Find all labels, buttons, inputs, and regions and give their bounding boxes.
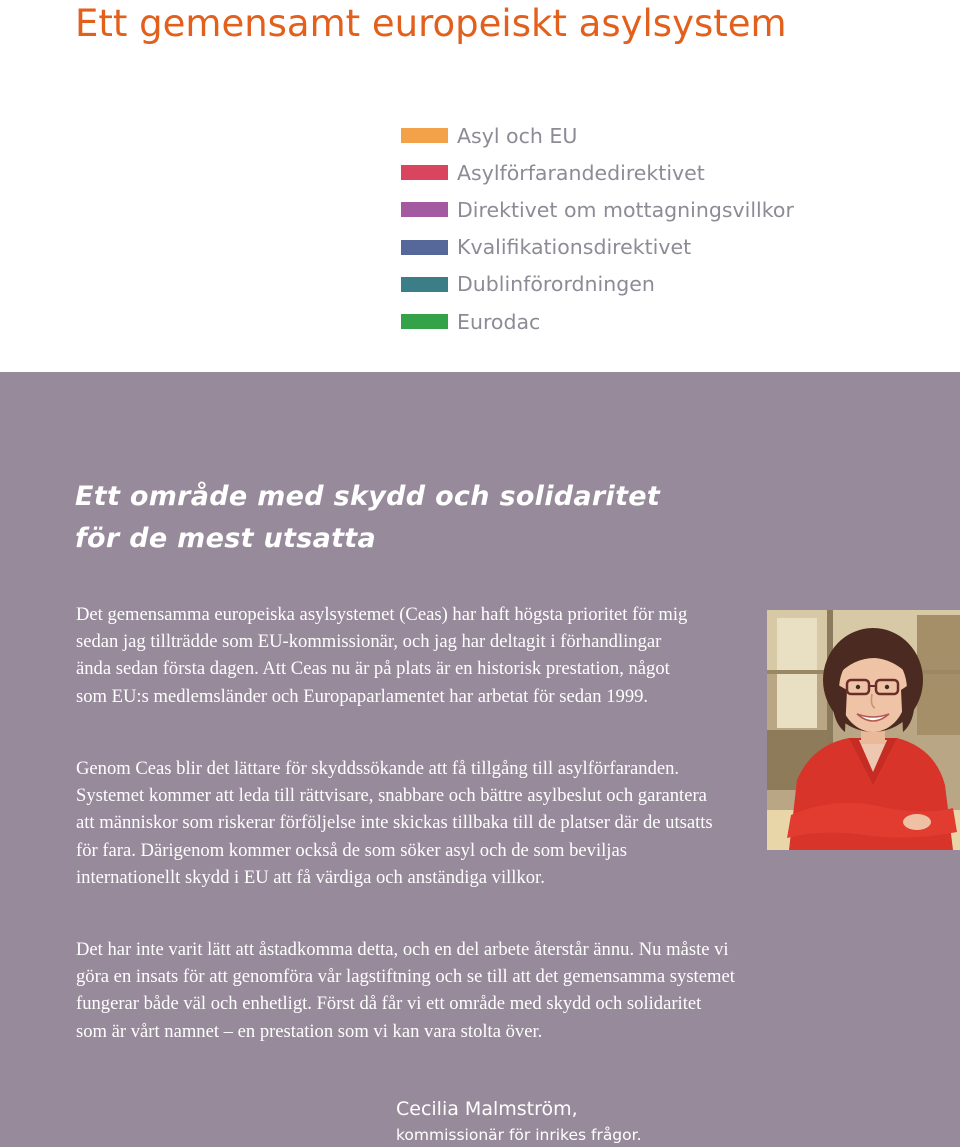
legend-label: Direktivet om mottagningsvillkor (457, 197, 794, 222)
portrait-photo (767, 610, 960, 850)
legend-label: Kvalifikationsdirektivet (457, 235, 692, 260)
legend-item-dublinforordningen (401, 266, 794, 303)
body-paragraph-1: Det gemensamma europeiska asylsystemet (Ceas) har haft högsta prioritet för mig sedan jag tillträdde som EU-kommissionär, och jag har deltagit i förhandlingar ända sedan första dagen. Att Ceas nu är på plats är en historisk prestation, något som EU:s medlemsländer och Europaparlamentet har arbetat för sedan 1999. (76, 604, 688, 707)
legend-swatch (401, 128, 448, 143)
legend-swatch (401, 240, 448, 255)
body-paragraph-3: Det har inte varit lätt att åstadkomma detta, och en del arbete återstår ännu. Nu måste vi göra en insats för att genomföra vår lagstiftning och se till att det gemensamma systemet fungerar både väl och enhetligt. Först då får vi ett område med skydd och solidaritet som är vårt namnet – en prestation som vi kan vara stolta över. (76, 939, 735, 1042)
legend-swatch (401, 165, 448, 180)
legend-item-asylforfarandedirektivet (401, 154, 794, 191)
legend-item-kvalifikationsdirektivet (401, 229, 794, 266)
legend-item-eurodac (401, 303, 794, 340)
legend-label: Dublinförordningen (457, 272, 655, 297)
chapter-legend (401, 117, 794, 340)
section-heading-line-1: Ett område med skydd och solidaritet (75, 481, 661, 512)
section-heading (75, 476, 660, 560)
legend-swatch (401, 277, 448, 292)
signature-name: Cecilia Malmström, (396, 1098, 578, 1120)
legend-swatch (401, 202, 448, 217)
legend-item-asyl-och-eu (401, 117, 794, 154)
page-title: Ett gemensamt europeiskt asylsystem (75, 2, 787, 45)
legend-label: Asylförfarandedirektivet (457, 160, 705, 185)
legend-swatch (401, 314, 448, 329)
section-heading-line-2: för de mest utsatta (75, 523, 377, 554)
body-paragraph-2: Genom Ceas blir det lättare för skyddssökande att få tillgång till asylförfaranden. Systemet kommer att leda till rättvisare, snabbare och bättre asylbeslut och garantera att människor som riskerar förföljelse inte skickas tillbaka till de platser där de utsatts för fara. Därigenom kommer också de som söker asyl och de som beviljas internationellt skydd i EU att få värdiga och anständiga villkor. (76, 758, 713, 888)
legend-label: Eurodac (457, 309, 541, 334)
legend-label: Asyl och EU (457, 123, 578, 148)
signature-title: kommissionär för inrikes frågor. (396, 1126, 642, 1144)
legend-item-mottagningsvillkor (401, 191, 794, 228)
